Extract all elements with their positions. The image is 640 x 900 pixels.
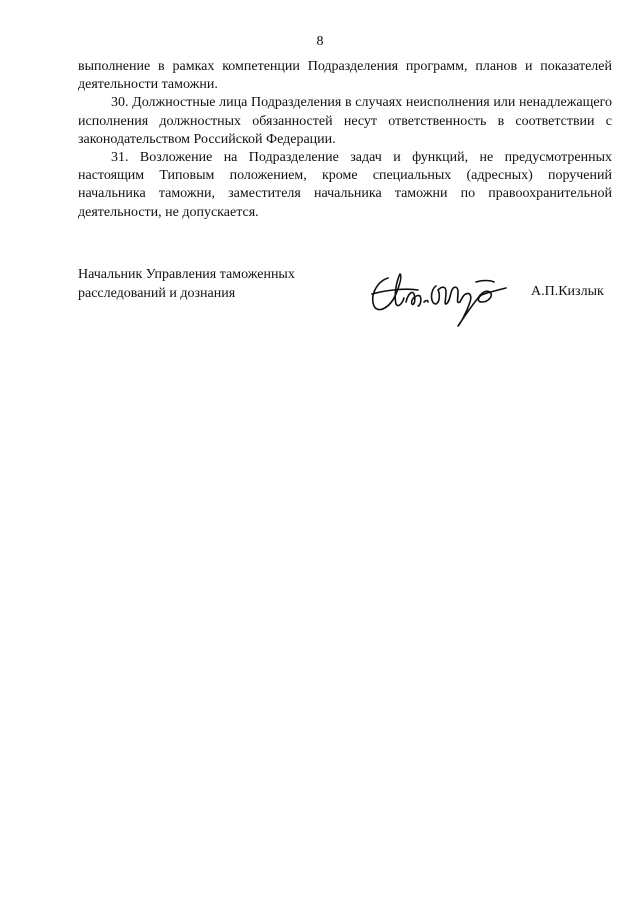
paragraph-31: 31. Возложение на Подразделение задач и функций, не предусмотренных настоящим Типовым положением, кроме специальных (адресных) поручений начальника таможни, заместителя начальника таможни по правоохранительной деятельности, не допускается.	[78, 150, 612, 220]
paragraph-30: 30. Должностные лица Подразделения в случаях неисполнения или ненадлежащего исполнения должностных обязанностей несут ответственность в соответствии с законодательством Российской Федерации.	[78, 95, 612, 147]
document-body	[78, 58, 612, 222]
signature-title	[78, 265, 358, 303]
signature-title-line1: Начальник Управления таможенных	[78, 267, 295, 282]
page-number: 8	[316, 34, 324, 49]
handwritten-signature	[366, 264, 516, 332]
signatory-name: А.П.Кизлык	[531, 284, 604, 299]
paragraph-continuation: выполнение в рамках компетенции Подразделения программ, планов и показателей деятельности таможни.	[78, 59, 612, 93]
signature-title-line2: расследований и дознания	[78, 286, 236, 301]
